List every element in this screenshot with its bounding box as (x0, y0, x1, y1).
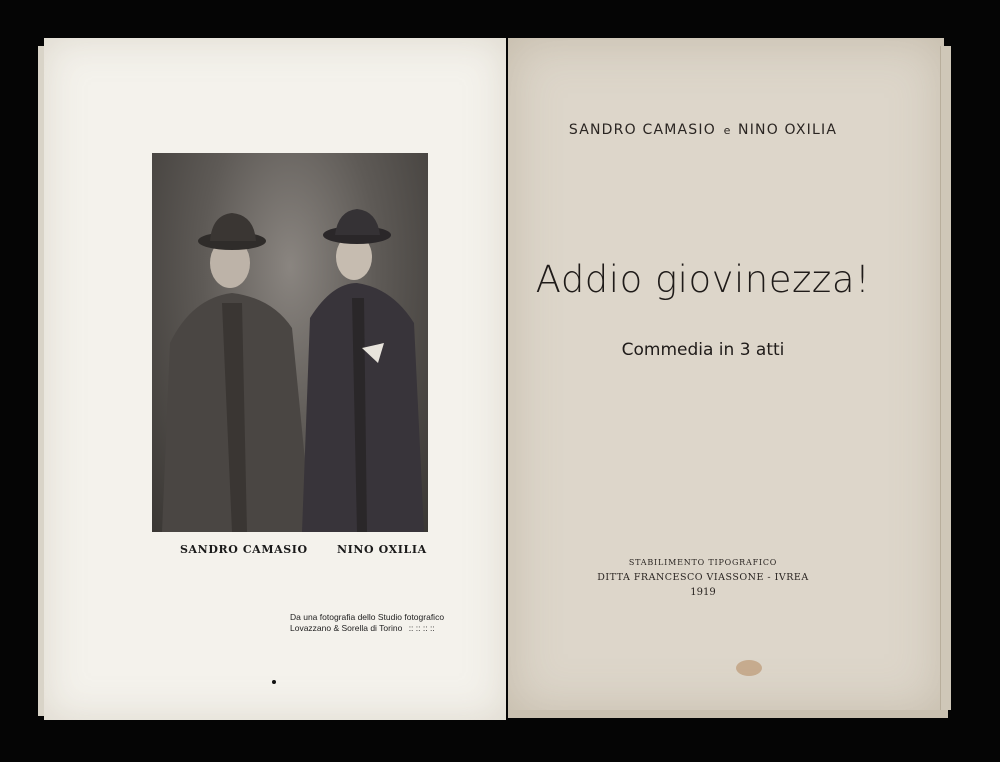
author-sandro-camasio: SANDRO CAMASIO (568, 122, 716, 138)
right-page (508, 38, 944, 714)
author-conjunction: e (723, 124, 731, 137)
author-portrait-photo (152, 153, 428, 532)
imprint-publisher: DITTA FRANCESCO VIASSONE - IVREA (597, 572, 809, 583)
book-title: Addio giovinezza! (535, 258, 871, 301)
author-nino-oxilia: NINO OXILIA (738, 122, 838, 138)
caption-nino-oxilia: NINO OXILIA (337, 543, 427, 556)
caption-sandro-camasio: SANDRO CAMASIO (180, 543, 308, 556)
photo-credit-studio: Lovazzano & Sorella di Torino (290, 623, 403, 633)
photo-credit-line2 (290, 623, 435, 633)
portrait-figures (152, 153, 428, 532)
photo-credit-line1: Da una fotografia dello Studio fotografico (290, 612, 445, 622)
authors-line (508, 122, 898, 138)
page-dot (272, 680, 276, 684)
bottom-page-edge (508, 710, 948, 718)
right-page-edge (940, 46, 951, 710)
imprint-year: 1919 (690, 587, 716, 598)
page-stain (736, 660, 762, 676)
imprint-printer: STABILIMENTO TIPOGRAFICO (628, 558, 778, 567)
book-subtitle: Commedia in 3 atti (621, 340, 785, 360)
photo-credit-ornament: :: :: :: :: (408, 623, 435, 633)
